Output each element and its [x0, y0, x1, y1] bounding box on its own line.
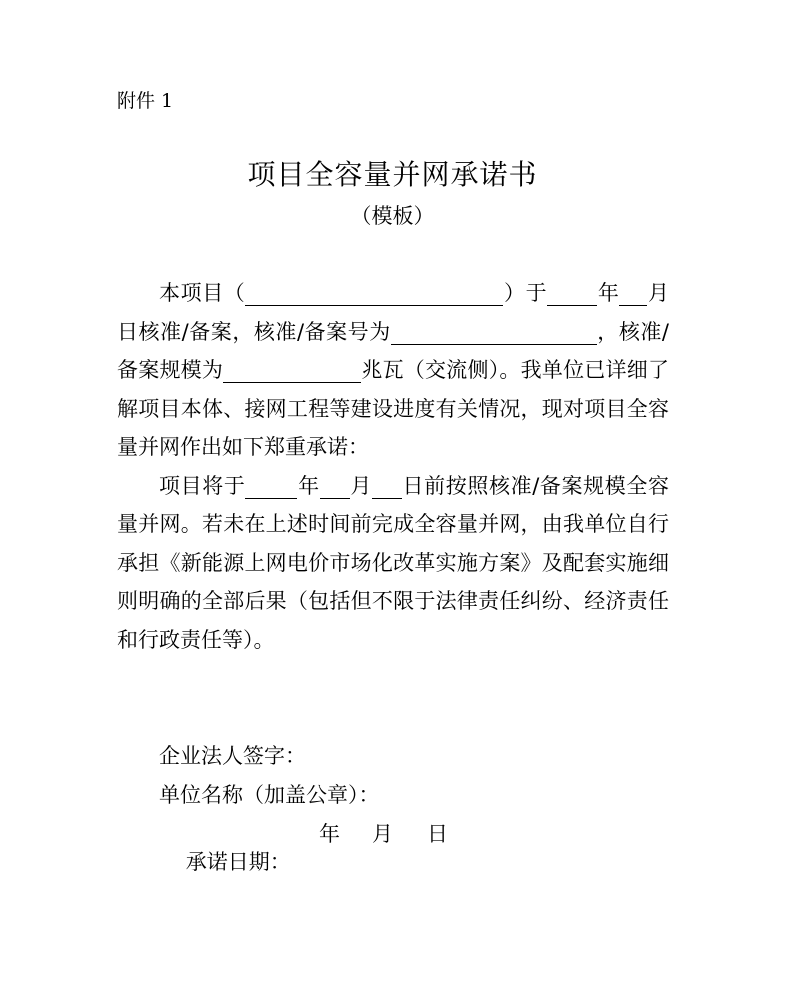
document-title: 项目全容量并网承诺书	[247, 158, 538, 191]
text-segment: 兆瓦（交流侧）。我单位已详细了解项目本体、接网工程等建设进度有关情况，现对项目全容量并网作出如下郑重承诺：	[117, 358, 669, 459]
text-segment: 日前按照核准/备案规模全容量并网。若未在上述时间前完成全容量并网，由我单位自行承担《新能源上网电价市场化改革实施方案》及配套实施细则明确的全部后果（包括但不限于法律责任纠纷、经济责任和行政责任等）。	[117, 473, 670, 652]
blank-project-name	[245, 281, 503, 306]
text-segment: ，核准/备案规模为	[117, 319, 669, 382]
date-day-label: 日	[427, 822, 448, 846]
blank-grid-year	[245, 474, 297, 499]
text-segment: 月	[349, 473, 372, 498]
commitment-date-label: 承诺日期：	[185, 850, 291, 874]
date-year-label: 年	[319, 822, 340, 846]
paragraph-project-info	[117, 274, 669, 467]
blank-approval-month	[619, 281, 647, 306]
paragraph-commitment	[117, 467, 669, 660]
blank-grid-month	[320, 474, 350, 499]
commitment-date-row	[159, 820, 448, 988]
attachment-label: 附件 1	[117, 90, 174, 112]
date-month-label: 月	[372, 822, 393, 846]
commitment-body	[117, 274, 669, 659]
blank-approval-year	[547, 281, 597, 306]
document-subtitle: （模板）	[350, 204, 435, 228]
blank-grid-day	[372, 474, 402, 499]
text-segment: 月日核准/备案，核准/备案号为	[117, 281, 670, 344]
text-segment: 项目将于	[159, 473, 246, 498]
blank-approval-scale	[223, 358, 361, 383]
text-segment: 本项目（	[159, 281, 246, 305]
blank-approval-number	[391, 320, 597, 345]
text-segment: 年	[597, 281, 620, 305]
text-segment: ）于	[503, 281, 548, 305]
legal-person-signature-label: 企业法人签字：	[159, 744, 306, 768]
unit-name-label: 单位名称（加盖公章）：	[159, 783, 380, 807]
text-segment: 年	[297, 473, 320, 498]
